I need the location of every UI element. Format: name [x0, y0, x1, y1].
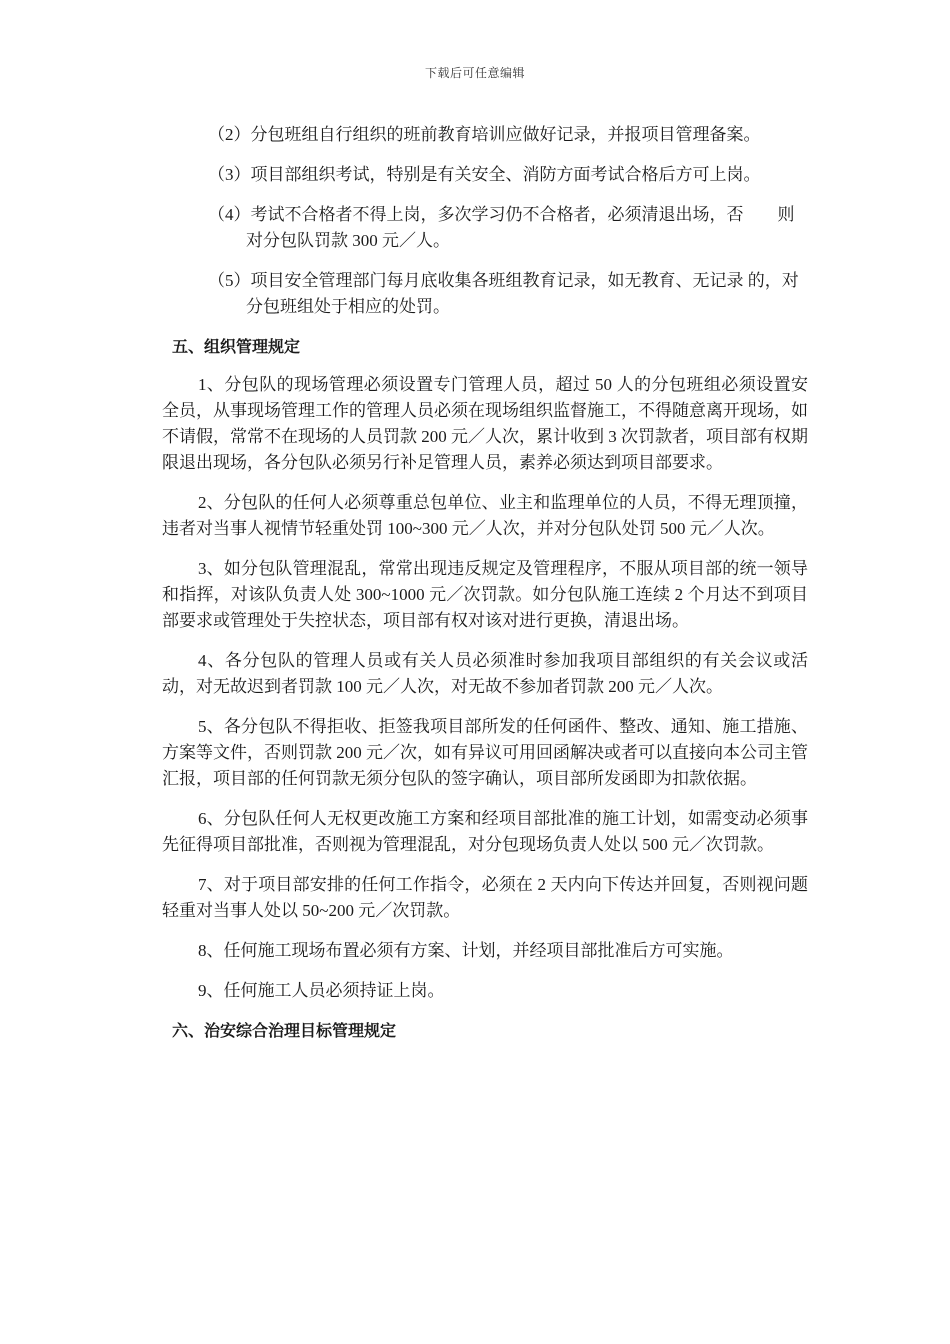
list-item-text: 分包班组自行组织的班前教育培训应做好记录，并报项目管理备案。 [250, 125, 761, 144]
list-item-marker: （3） [208, 165, 251, 184]
list-item-marker: （5） [208, 271, 251, 290]
paragraph-4: 4、各分包队的管理人员或有关人员必须准时参加我项目部组织的有关会议或活动，对无故迟到者罚款 100 元／人次，对无故不参加者罚款 200 元／人次。 [162, 651, 808, 696]
document-body [162, 122, 808, 1056]
list-item-4 [162, 202, 808, 254]
list-item-text: （2） [208, 125, 251, 144]
section-heading-5: 五、组织管理规定 [172, 337, 301, 356]
list-item-3 [162, 162, 808, 188]
paragraph-9: 9、任何施工人员必须持证上岗。 [198, 981, 445, 1000]
paragraph-8: 8、任何施工现场布置必须有方案、计划，并经项目部批准后方可实施。 [198, 941, 734, 960]
paragraph-5: 5、各分包队不得拒收、拒签我项目部所发的任何函件、整改、通知、施工措施、方案等文件，否则罚款 200 元／次，如有异议可用回函解决或者可以直接向本公司主管汇报，项目部的任何罚款无须分包队的签字确认，项目部所发函即为扣款依据。 [162, 717, 808, 788]
list-item-text: 项目部组织考试，特别是有关安全、消防方面考试合格后方可上岗。 [250, 165, 761, 184]
list-item-2 [162, 122, 808, 148]
list-item-marker: （4） [208, 205, 251, 224]
section-heading-6: 六、治安综合治理目标管理规定 [172, 1021, 397, 1040]
paragraph-6: 6、分包队任何人无权更改施工方案和经项目部批准的施工计划，如需变动必须事先征得项目部批准，否则视为管理混乱，对分包现场负责人处以 500 元／次罚款。 [162, 809, 808, 854]
paragraph-7: 7、对于项目部安排的任何工作指令，必须在 2 天内向下传达并回复，否则视问题轻重对当事人处以 50~200 元／次罚款。 [162, 875, 808, 920]
list-item-text: 考试不合格者不得上岗，多次学习仍不合格者，必须清退出场，否 则对分包队罚款 300 元／人。 [246, 205, 795, 250]
paragraph-2: 2、分包队的任何人必须尊重总包单位、业主和监理单位的人员，不得无理顶撞，违者对当事人视情节轻重处罚 100~300 元／人次，并对分包队处罚 500 元／人次。 [162, 493, 808, 538]
list-item-5 [162, 268, 808, 320]
paragraph-3: 3、如分包队管理混乱，常常出现违反规定及管理程序，不服从项目部的统一领导和指挥，对该队负责人处 300~1000 元／次罚款。如分包队施工连续 2 个月达不到项目部要求或管理处于失控状态，项目部有权对该对进行更换，清退出场。 [162, 559, 808, 630]
page-header-note: 下载后可任意编辑 [424, 66, 525, 80]
paragraph-1: 1、分包队的现场管理必须设置专门管理人员，超过 50 人的分包班组必须设置安全员，从事现场管理工作的管理人员必须在现场组织监督施工，不得随意离开现场，如不请假，常常不在现场的人员罚款 200 元／人次，累计收到 3 次罚款者，项目部有权期限退出现场，各分包队必须另行补足管理人员，素养必须达到项目部要求。 [162, 375, 808, 472]
list-item-text: 项目安全管理部门每月底收集各班组教育记录，如无教育、无记录 的，对分包班组处于相应的处罚。 [246, 271, 799, 316]
